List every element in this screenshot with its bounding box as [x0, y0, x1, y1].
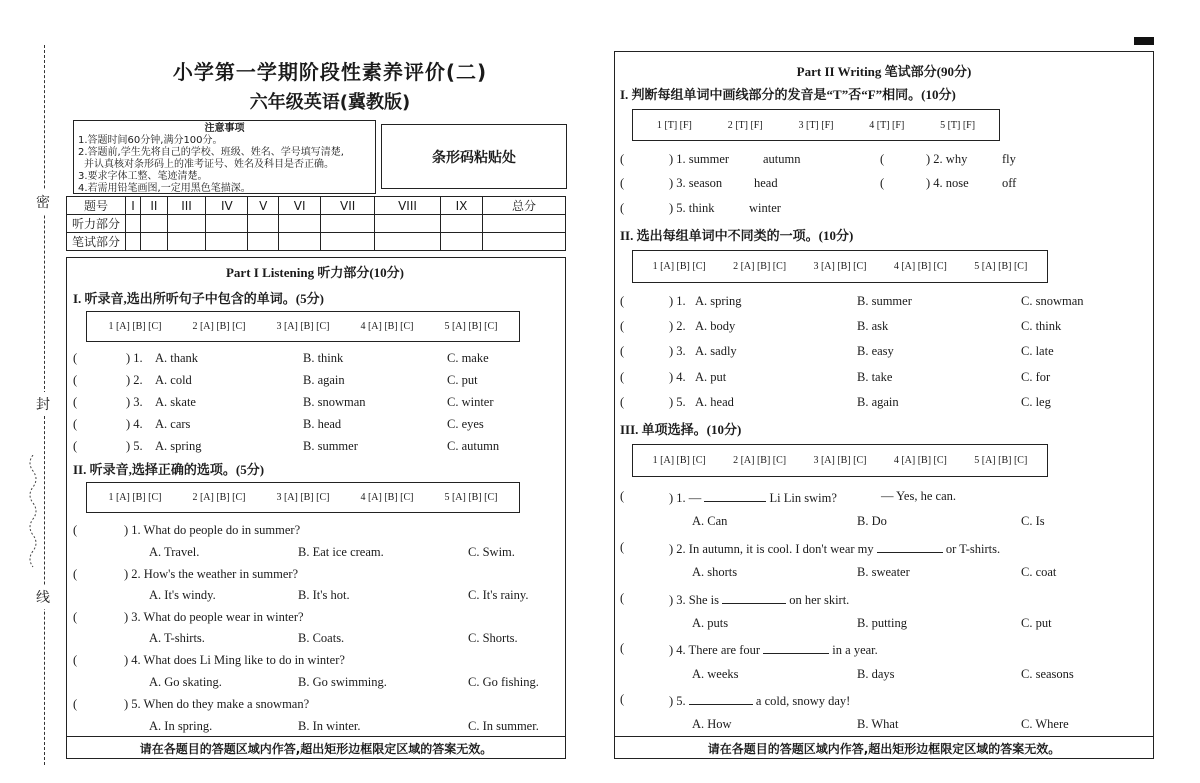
option-a: A. put — [695, 370, 727, 384]
score-header: 题号 — [67, 197, 126, 215]
compare-word: off — [1002, 176, 1017, 190]
score-header: VI — [279, 197, 321, 215]
question-paren: ( — [73, 610, 78, 624]
option-c: C. Where — [1021, 717, 1069, 731]
score-cell — [126, 215, 141, 233]
score-cell — [440, 215, 482, 233]
question-text: ) 3. What do people wear in winter? — [124, 610, 304, 624]
option-a: A. spring — [695, 294, 742, 308]
answer-cell: 1 [T] [F] — [656, 119, 692, 131]
question-number: ) 1. — [126, 351, 143, 365]
question-paren: ( — [620, 370, 625, 384]
question-number: ) 4. — [126, 417, 143, 431]
answer-cell: 3 [A] [B] [C] — [276, 321, 330, 332]
part1-s1-heading: I. 听录音,选出所听句子中包含的单词。(5分) — [73, 291, 324, 306]
score-header: VIII — [375, 197, 441, 215]
option-a: A. It's windy. — [149, 588, 216, 602]
question-paren: ( — [620, 176, 625, 190]
option-c: C. eyes — [447, 417, 484, 431]
part2-footer: 请在各题目的答题区域内作答,超出矩形边框限定区域的答案无效。 — [707, 742, 1061, 756]
question-paren: ( — [620, 201, 625, 215]
compare-word: fly — [1002, 152, 1016, 166]
score-cell — [279, 233, 321, 251]
score-cell — [248, 233, 279, 251]
question-paren: ( — [73, 417, 78, 431]
answer-cell: 4 [A] [B] [C] — [360, 321, 414, 332]
answer-cell: 5 [A] [B] [C] — [974, 261, 1028, 272]
option-b: B. It's hot. — [298, 588, 350, 602]
option-a: A. T-shirts. — [149, 631, 205, 645]
option-c: C. autumn — [447, 439, 500, 453]
binding-wave-mark — [26, 455, 40, 575]
stem-after: a cold, snowy day! — [755, 694, 851, 708]
score-cell — [167, 215, 205, 233]
question-number: ) 2. — [126, 373, 143, 387]
option-a: A. cars — [155, 417, 191, 431]
question-word: ) 5. think — [669, 201, 715, 215]
notice-line: 并认真核对条形码上的准考证号、姓名及科目是否正确。 — [84, 159, 334, 170]
option-b: B. Do — [857, 514, 887, 528]
stem-before: ) 1. — — [669, 491, 702, 505]
option-a: A. head — [695, 395, 734, 409]
option-c: C. winter — [447, 395, 494, 409]
answer-cell: 2 [A] [B] [C] — [192, 492, 246, 503]
stem-before: ) 5. — [669, 694, 686, 708]
question-paren: ( — [620, 540, 625, 554]
score-cell — [375, 215, 441, 233]
corner-mark — [1134, 37, 1154, 45]
option-c: C. Is — [1021, 514, 1045, 528]
option-a: A. thank — [155, 351, 199, 365]
question-number: ) 5. — [126, 439, 143, 453]
stem-before: ) 4. There are four — [669, 643, 761, 657]
option-a: A. weeks — [692, 667, 739, 681]
answer-cell: 1 [A] [B] [C] — [652, 261, 706, 272]
option-c: C. seasons — [1021, 667, 1074, 681]
score-header: III — [167, 197, 205, 215]
option-c: C. coat — [1021, 565, 1057, 579]
answer-cell: 5 [A] [B] [C] — [974, 455, 1028, 466]
notice-line: 2.答题前,学生先将自己的学校、班级、姓名、学号填写清楚, — [78, 147, 344, 158]
option-c: C. make — [447, 351, 489, 365]
stem-after: on her skirt. — [789, 593, 850, 607]
option-b: B. What — [857, 717, 899, 731]
question-paren: ( — [73, 697, 78, 711]
barcode-area: 条形码粘贴处 — [381, 124, 567, 189]
question-paren: ( — [73, 653, 78, 667]
question-text: ) 1. What do people do in summer? — [124, 523, 301, 537]
score-header: VII — [321, 197, 375, 215]
part1-s2-heading: II. 听录音,选择正确的选项。(5分) — [73, 462, 265, 477]
compare-word: winter — [749, 201, 781, 215]
option-a: A. sadly — [695, 344, 737, 358]
option-b: B. take — [857, 370, 893, 384]
question-paren: ( — [73, 567, 78, 581]
answer-box-listening-2 — [86, 482, 520, 513]
option-a: A. Go skating. — [149, 675, 222, 689]
question-stem — [669, 692, 850, 709]
score-cell — [206, 215, 248, 233]
question-text: ) 4. What does Li Ming like to do in winter? — [124, 653, 345, 667]
stem-after: in a year. — [832, 643, 878, 657]
footer-divider — [614, 736, 1154, 737]
option-c: C. Shorts. — [468, 631, 518, 645]
answer-box-writing-3 — [632, 444, 1048, 477]
answer-cell: 2 [A] [B] [C] — [192, 321, 246, 332]
question-paren: ( — [880, 176, 885, 190]
part1-footer: 请在各题目的答题区域内作答,超出矩形边框限定区域的答案无效。 — [139, 742, 493, 756]
option-c: C. Swim. — [468, 545, 515, 559]
score-header: I — [126, 197, 141, 215]
option-c: C. In summer. — [468, 719, 539, 733]
stem-after: or T-shirts. — [945, 542, 1001, 556]
answer-cell: 4 [A] [B] [C] — [893, 455, 947, 466]
margin-label-seal-mi: 密 — [36, 190, 50, 214]
option-a: A. How — [692, 717, 732, 731]
answer-cell: 2 [A] [B] [C] — [733, 261, 787, 272]
notice-title: 注意事项 — [204, 123, 245, 134]
score-cell — [141, 215, 168, 233]
option-b: B. In winter. — [298, 719, 361, 733]
option-a: A. shorts — [692, 565, 738, 579]
option-b: B. Coats. — [298, 631, 345, 645]
option-c: C. leg — [1021, 395, 1051, 409]
part2-title: Part II Writing 笔试部分(90分) — [796, 64, 972, 79]
answer-cell: 1 [A] [B] [C] — [108, 321, 162, 332]
answer-cell: 5 [T] [F] — [940, 119, 976, 131]
option-b: B. again — [857, 395, 899, 409]
score-header: II — [141, 197, 168, 215]
answer-box-writing-1 — [632, 109, 1000, 141]
question-word: ) 3. season — [669, 176, 723, 190]
option-b: B. Go swimming. — [298, 675, 387, 689]
option-b: B. ask — [857, 319, 889, 333]
question-paren: ( — [73, 351, 78, 365]
answer-cell: 4 [A] [B] [C] — [893, 261, 947, 272]
question-stem — [669, 641, 878, 658]
option-a: A. skate — [155, 395, 196, 409]
compare-word: autumn — [763, 152, 801, 166]
option-a: A. Travel. — [149, 545, 200, 559]
question-stem — [669, 489, 837, 506]
notice-line: 3.要求字体工整、笔迹清楚。 — [78, 171, 208, 182]
option-c: C. It's rainy. — [468, 588, 529, 602]
question-paren: ( — [620, 294, 625, 308]
answer-cell: 1 [A] [B] [C] — [108, 492, 162, 503]
answer-box-writing-2 — [632, 250, 1048, 283]
answer-cell: 3 [T] [F] — [798, 119, 834, 131]
option-c: C. put — [1021, 616, 1052, 630]
question-number: ) 1. — [669, 294, 686, 308]
question-number: ) 2. — [669, 319, 686, 333]
option-a: A. body — [695, 319, 736, 333]
notice-box — [73, 120, 376, 194]
option-a: A. Can — [692, 514, 728, 528]
answer-cell: 3 [A] [B] [C] — [276, 492, 330, 503]
option-c: C. late — [1021, 344, 1054, 358]
score-row-label: 笔试部分 — [67, 233, 126, 251]
question-number: ) 3. — [669, 344, 686, 358]
question-paren: ( — [620, 692, 625, 706]
question-text: ) 2. How's the weather in summer? — [124, 567, 299, 581]
score-table — [66, 196, 566, 251]
stem-before: ) 3. She is — [669, 593, 719, 607]
question-number: ) 3. — [126, 395, 143, 409]
question-paren: ( — [620, 344, 625, 358]
question-paren: ( — [73, 439, 78, 453]
score-header: V — [248, 197, 279, 215]
answer-blank — [722, 591, 786, 604]
option-b: B. putting — [857, 616, 908, 630]
part2-s1-heading: I. 判断每组单词中画线部分的发音是“T”否“F”相同。(10分) — [620, 87, 956, 102]
score-cell — [321, 233, 375, 251]
answer-cell: 2 [A] [B] [C] — [733, 455, 787, 466]
option-b: B. Eat ice cream. — [298, 545, 384, 559]
margin-label-seal-xian: 线 — [36, 585, 50, 609]
question-paren: ( — [73, 523, 78, 537]
option-c: C. for — [1021, 370, 1051, 384]
part2-s2-heading: II. 选出每组单词中不同类的一项。(10分) — [620, 228, 854, 243]
option-c: C. Go fishing. — [468, 675, 539, 689]
question-number: ) 5. — [669, 395, 686, 409]
exam-title: 小学第一学期阶段性素养评价(二) — [172, 60, 488, 84]
option-c: C. snowman — [1021, 294, 1084, 308]
score-cell — [440, 233, 482, 251]
score-cell — [321, 215, 375, 233]
answer-cell: 2 [T] [F] — [727, 119, 763, 131]
exam-subtitle: 六年级英语(冀教版) — [249, 92, 411, 113]
answer-cell: 3 [A] [B] [C] — [813, 455, 867, 466]
answer-blank — [877, 540, 943, 553]
score-cell — [483, 233, 566, 251]
option-b: B. days — [857, 667, 895, 681]
option-a: A. cold — [155, 373, 192, 387]
stem-before: ) 2. In autumn, it is cool. I don't wear my — [669, 542, 874, 556]
question-stem — [669, 591, 849, 608]
question-word: ) 4. nose — [926, 176, 969, 190]
option-b: B. easy — [857, 344, 894, 358]
option-b: B. summer — [303, 439, 358, 453]
question-paren: ( — [620, 641, 625, 655]
option-b: B. again — [303, 373, 345, 387]
score-header: 总分 — [483, 197, 566, 215]
option-b: B. summer — [857, 294, 912, 308]
answer-blank — [763, 641, 829, 654]
score-cell — [375, 233, 441, 251]
option-b: B. head — [303, 417, 342, 431]
score-cell — [126, 233, 141, 251]
option-c: C. think — [1021, 319, 1062, 333]
question-number: ) 4. — [669, 370, 686, 384]
notice-line: 4.若需用铅笔画图,一定用黑色笔描深。 — [78, 183, 251, 194]
question-paren: ( — [73, 395, 78, 409]
answer-cell: 5 [A] [B] [C] — [444, 492, 498, 503]
option-a: A. In spring. — [149, 719, 213, 733]
answer-cell: 4 [T] [F] — [869, 119, 905, 131]
question-word: ) 2. why — [926, 152, 968, 166]
score-header: IV — [206, 197, 248, 215]
answer-cell: 3 [A] [B] [C] — [813, 261, 867, 272]
option-a: A. spring — [155, 439, 202, 453]
part1-title: Part I Listening 听力部分(10分) — [225, 265, 405, 280]
answer-cell: 1 [A] [B] [C] — [652, 455, 706, 466]
option-b: B. think — [303, 351, 344, 365]
question-paren: ( — [620, 152, 625, 166]
option-b: B. snowman — [303, 395, 366, 409]
stem-reply: — Yes, he can. — [881, 489, 956, 503]
score-cell — [483, 215, 566, 233]
answer-box-listening-1 — [86, 311, 520, 342]
score-row-label: 听力部分 — [67, 215, 126, 233]
notice-line: 1.答题时间60分钟,满分100分。 — [78, 135, 223, 146]
answer-blank — [689, 692, 753, 705]
question-paren: ( — [880, 152, 885, 166]
score-header: IX — [440, 197, 482, 215]
answer-cell: 4 [A] [B] [C] — [360, 492, 414, 503]
margin-label-seal-feng: 封 — [36, 392, 50, 416]
score-cell — [141, 233, 168, 251]
question-paren: ( — [620, 319, 625, 333]
answer-cell: 5 [A] [B] [C] — [444, 321, 498, 332]
score-cell — [167, 233, 205, 251]
answer-blank — [704, 489, 766, 502]
stem-after: Li Lin swim? — [769, 491, 837, 505]
question-paren: ( — [620, 489, 625, 503]
option-c: C. put — [447, 373, 478, 387]
question-text: ) 5. When do they make a snowman? — [124, 697, 310, 711]
question-stem — [669, 540, 1000, 557]
score-cell — [206, 233, 248, 251]
question-word: ) 1. summer — [669, 152, 730, 166]
option-a: A. puts — [692, 616, 729, 630]
score-cell — [279, 215, 321, 233]
compare-word: head — [754, 176, 778, 190]
question-paren: ( — [620, 591, 625, 605]
score-cell — [248, 215, 279, 233]
question-paren: ( — [620, 395, 625, 409]
question-paren: ( — [73, 373, 78, 387]
part2-s3-heading: III. 单项选择。(10分) — [620, 422, 742, 437]
footer-divider — [66, 736, 566, 737]
option-b: B. sweater — [857, 565, 910, 579]
